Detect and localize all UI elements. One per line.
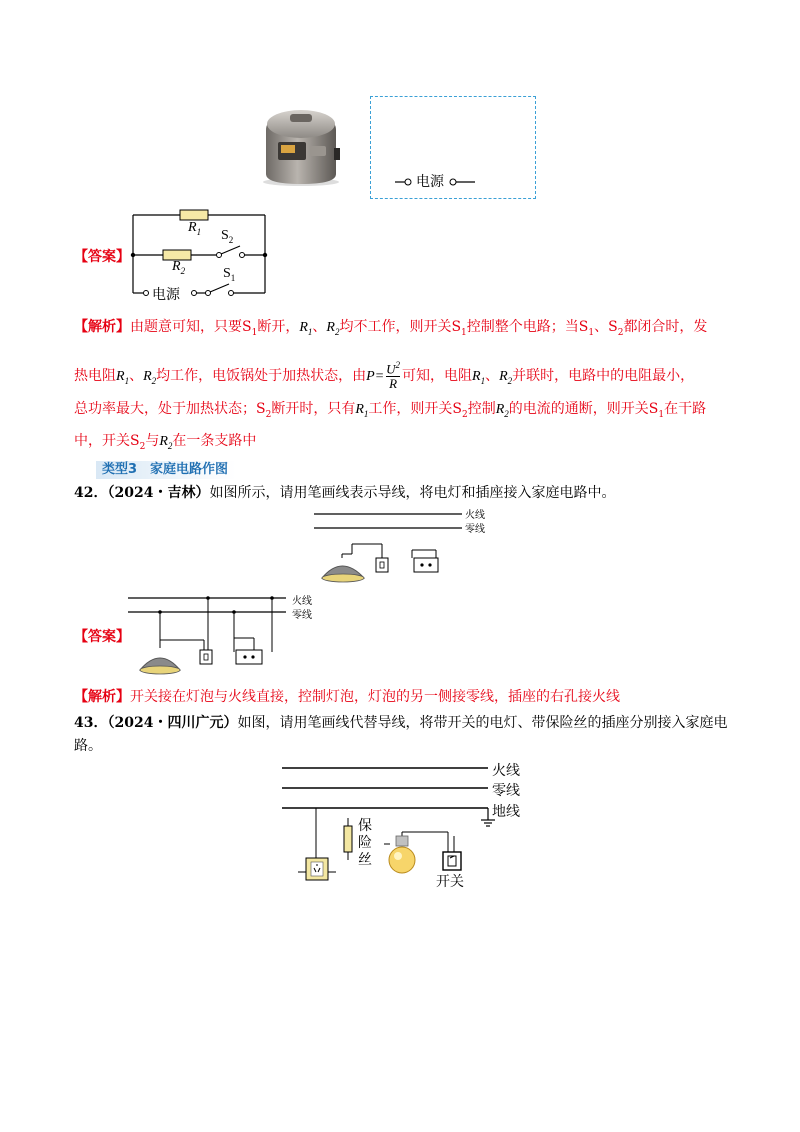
q43-ground-label: 地线 [492, 804, 520, 820]
r1-label: $R_1$ [188, 220, 202, 237]
r2-label: $R_2$ [172, 259, 186, 276]
answer2-figure [126, 590, 296, 680]
s2-label: $S_2$ [221, 228, 234, 245]
q42-zero-label: 零线 [465, 524, 485, 535]
analysis1-line1: 【解析】由题意可知，只要$S_1$断开，$R_1$、$R_2$均不工作，则开关$S_1$控制整个电路；当$S_1$、$S_2$都闭合时，发 [74, 319, 708, 338]
s1-label: $S_1$ [223, 266, 236, 283]
analysis1-line4: 中，开关$S_2$与$R_2$在一条支路中 [74, 433, 257, 452]
analysis1-line2: 热电阻$R_1$、$R_2$均工作，电饭锅处于加热状态，由P= $\frac{U^2}{R}$ 可知，电阻$R_1$、$R_2$并联时，电路中的电阻最小， [74, 360, 695, 392]
power-label: 电源 [416, 174, 444, 190]
analysis2: 【解析】开关接在灯泡与火线直接，控制灯泡，灯泡的另一侧接零线，插座的右孔接火线 [74, 689, 620, 705]
q42-stem: 42．（2024・吉林）如图所示，请用笔画线表示导线，将电灯和插座接入家庭电路中。 [74, 485, 616, 501]
answer-tag: 【答案】 [74, 249, 130, 265]
q43-stem-line2: 路。 [74, 738, 102, 754]
analysis1-line3: 总功率最大，处于加热状态；$S_2$断开时，只有$R_1$工作，则开关$S_2$控制$R_2$的电流的通断，则开关$S_1$在干路 [74, 401, 707, 420]
q43-stem-line1: 43．（2024・四川广元）如图，请用笔画线代替导线，将带开关的电灯、带保险丝的插座分别接入家庭电 [74, 715, 728, 731]
answer-power-label: 电源 [152, 287, 180, 303]
q43-fire-label: 火线 [492, 763, 520, 779]
section-heading: 类型3 家庭电路作图 [96, 461, 236, 479]
q43-zero-label: 零线 [492, 783, 520, 799]
answer2-fire-label: 火线 [292, 596, 312, 607]
answer2-zero-label: 零线 [292, 610, 312, 621]
q42-fire-label: 火线 [465, 510, 485, 521]
q43-fuse-label: 保险丝 [358, 818, 372, 868]
q43-switch-label: 开关 [436, 874, 464, 890]
answer2-tag: 【答案】 [74, 629, 130, 645]
rice-cooker-image [258, 104, 344, 188]
